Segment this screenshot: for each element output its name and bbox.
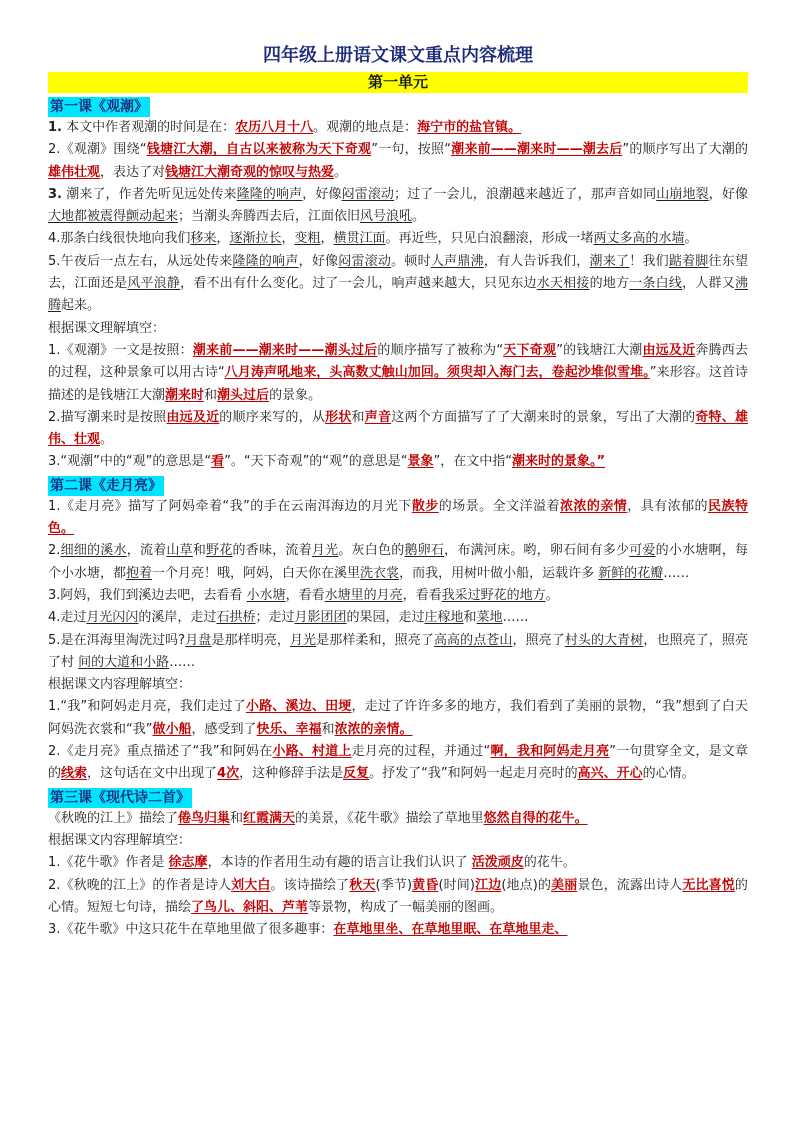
text-run: ，具有浓郁的 — [627, 498, 709, 514]
underlined-phrase: 踮着脚 — [668, 253, 709, 269]
text-run: 和 — [321, 721, 335, 737]
text-run: 的美景，《花牛歌》描绘了草地里 — [295, 810, 484, 826]
paragraph — [48, 318, 748, 340]
text-run: 2.《秋晚的江上》的作者是诗人 — [48, 877, 232, 893]
underlined-phrase: 洗衣裳 — [360, 565, 400, 581]
underlined-phrase: 石拱桥 — [216, 610, 256, 626]
text-run: 景色，流露出诗人 — [577, 877, 683, 893]
underlined-phrase: 高高的点苍山 — [433, 632, 513, 648]
text-run: ”。“天下奇观”的“观”的意思是“ — [224, 454, 408, 470]
text-run: ；当潮头奔腾西去后，江面依旧 — [178, 209, 361, 225]
document-title: 四年级上册语文课文重点内容梳理 — [263, 45, 533, 66]
paragraph — [48, 875, 748, 920]
underlined-phrase: 可爱 — [629, 543, 656, 559]
text-run: 和 — [351, 409, 365, 425]
text-run: 3.“观潮”中的“观”的意思是“ — [48, 454, 212, 470]
text-run: ，这句话在文中出现了 — [87, 766, 218, 782]
underlined-phrase: 闷雷滚动 — [341, 186, 395, 202]
text-run: (季节) — [375, 877, 413, 893]
answer-highlight: 4次 — [217, 766, 240, 782]
text-run: 5.是在洱海里淘洗过吗? — [48, 632, 186, 648]
answer-highlight: 了鸟儿、斜阳、芦苇 — [191, 899, 309, 915]
answer-highlight: 做小船 — [152, 721, 192, 737]
answer-highlight: 雄伟壮观 — [48, 164, 101, 180]
underlined-phrase: 变粗 — [294, 231, 321, 247]
underlined-phrase: 村头的大青树 — [564, 632, 644, 648]
underlined-phrase: 我采过野花的地方 — [441, 587, 546, 603]
answer-highlight: 线索 — [61, 766, 88, 782]
answer-highlight: 散步 — [411, 498, 439, 514]
text-run: ，感受到了 — [191, 721, 257, 737]
text-run: 的心情。 — [642, 766, 695, 782]
answer-highlight: 由远及近 — [166, 409, 220, 425]
text-run: ，本诗的作者用生动有趣的语言让我们认识了 — [207, 855, 472, 871]
text-run: 。 — [334, 164, 348, 180]
underlined-phrase: 菜地 — [476, 610, 503, 626]
answer-highlight: 浓浓的亲情 — [559, 498, 628, 514]
paragraph — [48, 407, 748, 452]
answer-highlight: 看 — [211, 454, 225, 470]
underlined-phrase: 新鲜的花瓣 — [598, 565, 664, 581]
text-run: 和 — [463, 610, 477, 626]
text-run: 《秋晚的江上》描绘了 — [48, 810, 179, 826]
text-run: 。观潮的地点是： — [313, 120, 418, 135]
underlined-phrase: 逐渐拉长 — [229, 231, 282, 247]
lesson-section — [48, 786, 748, 942]
text-run: ”来形容。这首诗描述的是钱塘江大潮 — [48, 365, 748, 403]
text-run: 往东望去，江面还是 — [48, 253, 748, 292]
text-run: ，有人告诉我们， — [483, 253, 590, 269]
text-run: 。顿时 — [391, 253, 431, 269]
underlined-phrase: 山草 — [166, 543, 193, 559]
underlined-phrase: 大地都被震得颤动起来 — [48, 209, 179, 225]
underlined-phrase: 月光闪闪 — [86, 610, 139, 626]
text-run: 这两个方面描写了了大潮来时的景象，写出了大潮的 — [391, 409, 696, 425]
document-page — [48, 44, 748, 941]
answer-highlight: 八月涛声吼地来，头高数丈触山加回。须臾却入海门去，卷起沙堆似雪堆。 — [224, 365, 650, 381]
text-run: ”一句，按照“ — [371, 142, 451, 158]
answer-highlight: 形状 — [325, 409, 352, 425]
underlined-phrase: 人声鼎沸 — [430, 253, 484, 269]
answer-highlight: 秋天 — [349, 877, 376, 893]
text-run: 是那样柔和，照亮了 — [316, 632, 434, 648]
paragraph — [48, 741, 748, 786]
text-run: ，流着 — [126, 543, 167, 559]
underlined-phrase: 野花 — [206, 543, 233, 559]
paragraph — [48, 808, 748, 830]
text-run: 的溪岸，走过 — [138, 610, 217, 626]
underlined-phrase: 月盘 — [185, 632, 212, 648]
text-run: 奔腾西去的过程，这种景象可以用古诗“ — [48, 342, 748, 381]
lesson-heading: 第一课《观潮》 — [50, 99, 148, 115]
underlined-phrase: 风平浪静 — [127, 276, 181, 292]
text-run: 2.描写潮来时是按照 — [48, 409, 167, 425]
answer-highlight: 潮来前——潮来时——潮去后 — [450, 142, 623, 158]
text-run: 和 — [230, 810, 244, 826]
paragraph — [48, 540, 748, 585]
text-run: ，好像 — [298, 253, 339, 269]
text-run: 起来。 — [61, 298, 101, 314]
paragraph — [48, 251, 748, 318]
text-run: 潮来了，作者先听见远处传来 — [61, 186, 237, 202]
text-run: 。 — [412, 209, 426, 225]
text-run: ，这种修辞手法是 — [239, 766, 344, 782]
text-run: ，好像 — [302, 186, 342, 202]
text-run: 的场景。全文洋溢着 — [438, 498, 560, 514]
text-run: 和 — [204, 387, 218, 403]
bold-number: 1. — [48, 120, 62, 135]
text-run: 根据课文内容理解填空： — [48, 677, 192, 693]
text-run: ，表达了对 — [100, 164, 166, 180]
text-run: ， — [281, 231, 295, 247]
answer-highlight: 黄昏 — [412, 877, 439, 893]
text-run: 1.《走月亮》描写了阿妈牵着“我”的手在云南洱海边的月光下 — [48, 498, 412, 514]
text-run: 的花牛。 — [523, 855, 576, 871]
text-run: 1.《观潮》一文是按照： — [48, 342, 193, 358]
text-run: 的心情。短短七句诗，描绘 — [48, 877, 748, 915]
text-run: 是那样明亮， — [211, 632, 290, 648]
underlined-phrase: 潮来了 — [589, 253, 630, 269]
answer-highlight: 江边 — [474, 877, 502, 893]
answer-highlight: 无比喜悦 — [682, 877, 735, 893]
answer-highlight: 快乐、幸福 — [256, 721, 322, 737]
text-run: ”的顺序写出了大潮的 — [622, 142, 748, 158]
text-run: 。灰白色的 — [338, 543, 405, 559]
answer-highlight: 天下奇观 — [503, 342, 557, 358]
text-run: 走月亮的过程，并通过“ — [351, 744, 491, 760]
text-run: 2.《观潮》围绕“ — [48, 142, 147, 158]
text-run: ，人群又 — [682, 276, 735, 292]
paragraph — [48, 674, 748, 696]
underlined-phrase: 闷雷滚动 — [338, 253, 392, 269]
answer-highlight: 潮来前——潮来时——潮头过后 — [192, 342, 378, 358]
answer-highlight: 小路、村道上 — [272, 744, 352, 760]
answer-highlight: 在草地里坐、在草地里眠、在草地里走、 — [333, 922, 568, 938]
answer-highlight: 啊，我和阿妈走月亮 — [490, 744, 610, 760]
paragraph — [48, 630, 748, 675]
text-run: ，好像 — [708, 186, 748, 202]
underlined-phrase: 两丈多高的水墙 — [593, 231, 685, 247]
paragraph — [48, 852, 748, 874]
underlined-phrase: 隆隆的响声 — [232, 253, 299, 269]
underlined-phrase: 月影团团 — [294, 610, 347, 626]
paragraph — [48, 184, 748, 229]
answer-highlight: 小路、溪边、田埂 — [245, 699, 352, 715]
answer-highlight: 农历八月十八 — [235, 120, 314, 135]
answer-highlight: 倦鸟归巢 — [178, 810, 231, 826]
underlined-phrase: 月光 — [311, 543, 339, 559]
paragraph — [48, 585, 748, 607]
text-run: …… — [502, 610, 529, 626]
text-run: ！我们 — [629, 253, 669, 269]
underlined-phrase: 抱着 — [126, 565, 153, 581]
text-run: ；走过 — [255, 610, 295, 626]
underlined-phrase: 沸腾 — [48, 276, 748, 314]
answer-highlight: 刘大白 — [231, 877, 271, 893]
text-run: 和 — [192, 543, 207, 559]
paragraph — [48, 496, 748, 541]
lesson-heading: 第二课《走月亮》 — [50, 477, 162, 494]
answer-highlight: 反复 — [343, 766, 370, 782]
text-run: 4.走过 — [48, 610, 87, 626]
text-run: 。 — [100, 432, 114, 448]
underlined-phrase: 庄稼地 — [424, 610, 464, 626]
text-run: 。再近些，只见白浪翻滚，形成一堵 — [385, 231, 594, 247]
answer-highlight: 美丽 — [551, 877, 578, 893]
answer-highlight: 钱塘江大潮奇观的惊叹与热爱 — [165, 164, 335, 180]
paragraph — [48, 919, 748, 941]
text-run: ，看看 — [285, 587, 325, 603]
text-run: 4.那条白线很快地向我们 — [48, 231, 191, 247]
answer-highlight: 钱塘江大潮，自古以来被称为天下奇观 — [146, 142, 372, 158]
text-run: 的香味，流着 — [232, 543, 312, 559]
answer-highlight: 声音 — [364, 409, 392, 425]
underlined-phrase: 移来 — [190, 231, 217, 247]
text-run: ，而我，用树叶做小船，运载许多 — [399, 565, 599, 581]
text-run: 5.午夜后一点左右，从远处传来 — [48, 253, 233, 269]
text-run: 根据课文内容理解填空： — [48, 832, 192, 848]
unit-heading: 第一单元 — [48, 72, 748, 93]
text-run: 的景象。 — [269, 387, 322, 403]
underlined-phrase: 间的大道和小路 — [78, 654, 170, 670]
text-run: ；过了一会儿，浪潮越来越近了，那声音如同 — [394, 186, 657, 202]
text-run: 的小水塘啊，每个小水塘，都 — [48, 543, 748, 581]
text-run: 等景物，构成了一幅美丽的图画。 — [308, 899, 504, 915]
answer-highlight: 浓浓的亲情。 — [334, 721, 413, 737]
text-run: ，照亮了 — [512, 632, 565, 648]
lesson-heading: 第三课《现代诗二首》 — [50, 789, 190, 806]
text-run: 3.阿妈，我们到溪边去吧，去看看 — [48, 587, 247, 603]
text-run: 3.《花牛歌》中这只花牛在草地里做了很多趣事： — [48, 922, 334, 938]
underlined-phrase: 风号浪吼 — [360, 209, 413, 225]
paragraph — [48, 830, 748, 852]
underlined-phrase: 月光 — [289, 632, 317, 648]
text-run: ，布满河床。哟，卵石间有多少 — [444, 543, 630, 559]
text-run: 。 — [684, 231, 698, 247]
paragraph — [48, 117, 748, 139]
text-run: …… — [663, 565, 690, 581]
answer-highlight: 奇特、雄伟、壮观 — [48, 409, 748, 448]
text-run: 。抒发了“我”和阿妈一起走月亮时的 — [369, 766, 578, 782]
answer-highlight: 悠然自得的花牛。 — [483, 810, 588, 826]
answer-highlight: 由远及近 — [642, 342, 696, 358]
answer-highlight: 民族特色。 — [48, 498, 748, 537]
paragraph — [48, 696, 748, 741]
text-run: 的顺序来写的，从 — [219, 409, 326, 425]
text-run: 1.《花牛歌》作者是 — [48, 855, 169, 871]
underlined-phrase: 隆隆的响声 — [236, 186, 303, 202]
underlined-phrase: 鹅卵石 — [404, 543, 445, 559]
answer-highlight: 潮头过后 — [217, 387, 270, 403]
text-run: 的顺序描写了被称为“ — [377, 342, 504, 358]
text-run: 的果园，走过 — [346, 610, 425, 626]
underlined-phrase: 山崩地裂 — [656, 186, 709, 202]
text-run: 根据课文理解填空： — [48, 320, 166, 336]
text-run: ，看不出有什么变化。过了一会儿，响声越来越大，只见东边 — [180, 276, 537, 292]
paragraph — [48, 139, 748, 184]
answer-highlight: 海宁市的盐官镇。 — [417, 120, 522, 135]
lesson-section — [48, 95, 748, 474]
text-run: 的地方 — [589, 276, 630, 292]
answer-highlight: 潮来时 — [165, 387, 205, 403]
text-run: ，走过了许许多多的地方，我们看到了美丽的景物，“我”想到了白天阿妈洗衣裳和“我” — [48, 699, 748, 737]
text-run: ，也照亮了，照亮了村 — [48, 632, 748, 670]
text-run: ”，在文中指“ — [433, 454, 513, 470]
paragraph — [48, 340, 748, 407]
answer-highlight: 潮来时的景象。” — [512, 454, 606, 470]
answer-highlight: 活泼顽皮 — [471, 855, 524, 871]
text-run: ， — [320, 231, 334, 247]
text-run: ”一句贯穿全文，是文章的 — [48, 744, 748, 782]
paragraph — [48, 228, 748, 250]
underlined-phrase: 细细的溪水 — [60, 543, 127, 559]
text-run: (时间) — [438, 877, 475, 893]
underlined-phrase: 水塘里的月亮 — [324, 587, 403, 603]
text-run: ”的钱塘江大潮 — [556, 342, 643, 358]
text-run: 2. — [48, 543, 61, 559]
lessons-container — [48, 95, 748, 941]
answer-highlight: 红霞满天 — [243, 810, 296, 826]
text-run: 1.“我”和阿妈走月亮，我们走过了 — [48, 699, 246, 715]
text-run: …… — [169, 654, 196, 670]
text-run: ， — [216, 231, 230, 247]
text-run: 2.《走月亮》重点描述了“我”和阿妈在 — [48, 744, 273, 760]
bold-number: 3. — [48, 186, 62, 202]
underlined-phrase: 一条白线 — [629, 276, 683, 292]
answer-highlight: 徐志摩 — [168, 855, 208, 871]
underlined-phrase: 小水塘 — [246, 587, 286, 603]
lesson-section — [48, 474, 748, 786]
text-run: 本文中作者观潮的时间是在： — [61, 120, 236, 135]
underlined-phrase: 水天相接 — [536, 276, 590, 292]
paragraph — [48, 451, 748, 473]
underlined-phrase: 横贯江面 — [333, 231, 386, 247]
text-run: (地点)的 — [501, 877, 552, 893]
text-run: 一个月亮！哦，阿妈，白天你在溪里 — [152, 565, 361, 581]
answer-highlight: 高兴、开心 — [577, 766, 643, 782]
answer-highlight: 景象 — [407, 454, 434, 470]
text-run: 。该诗描绘了 — [270, 877, 350, 893]
text-run: 。 — [545, 587, 559, 603]
text-run: ，看看 — [402, 587, 442, 603]
paragraph — [48, 607, 748, 629]
